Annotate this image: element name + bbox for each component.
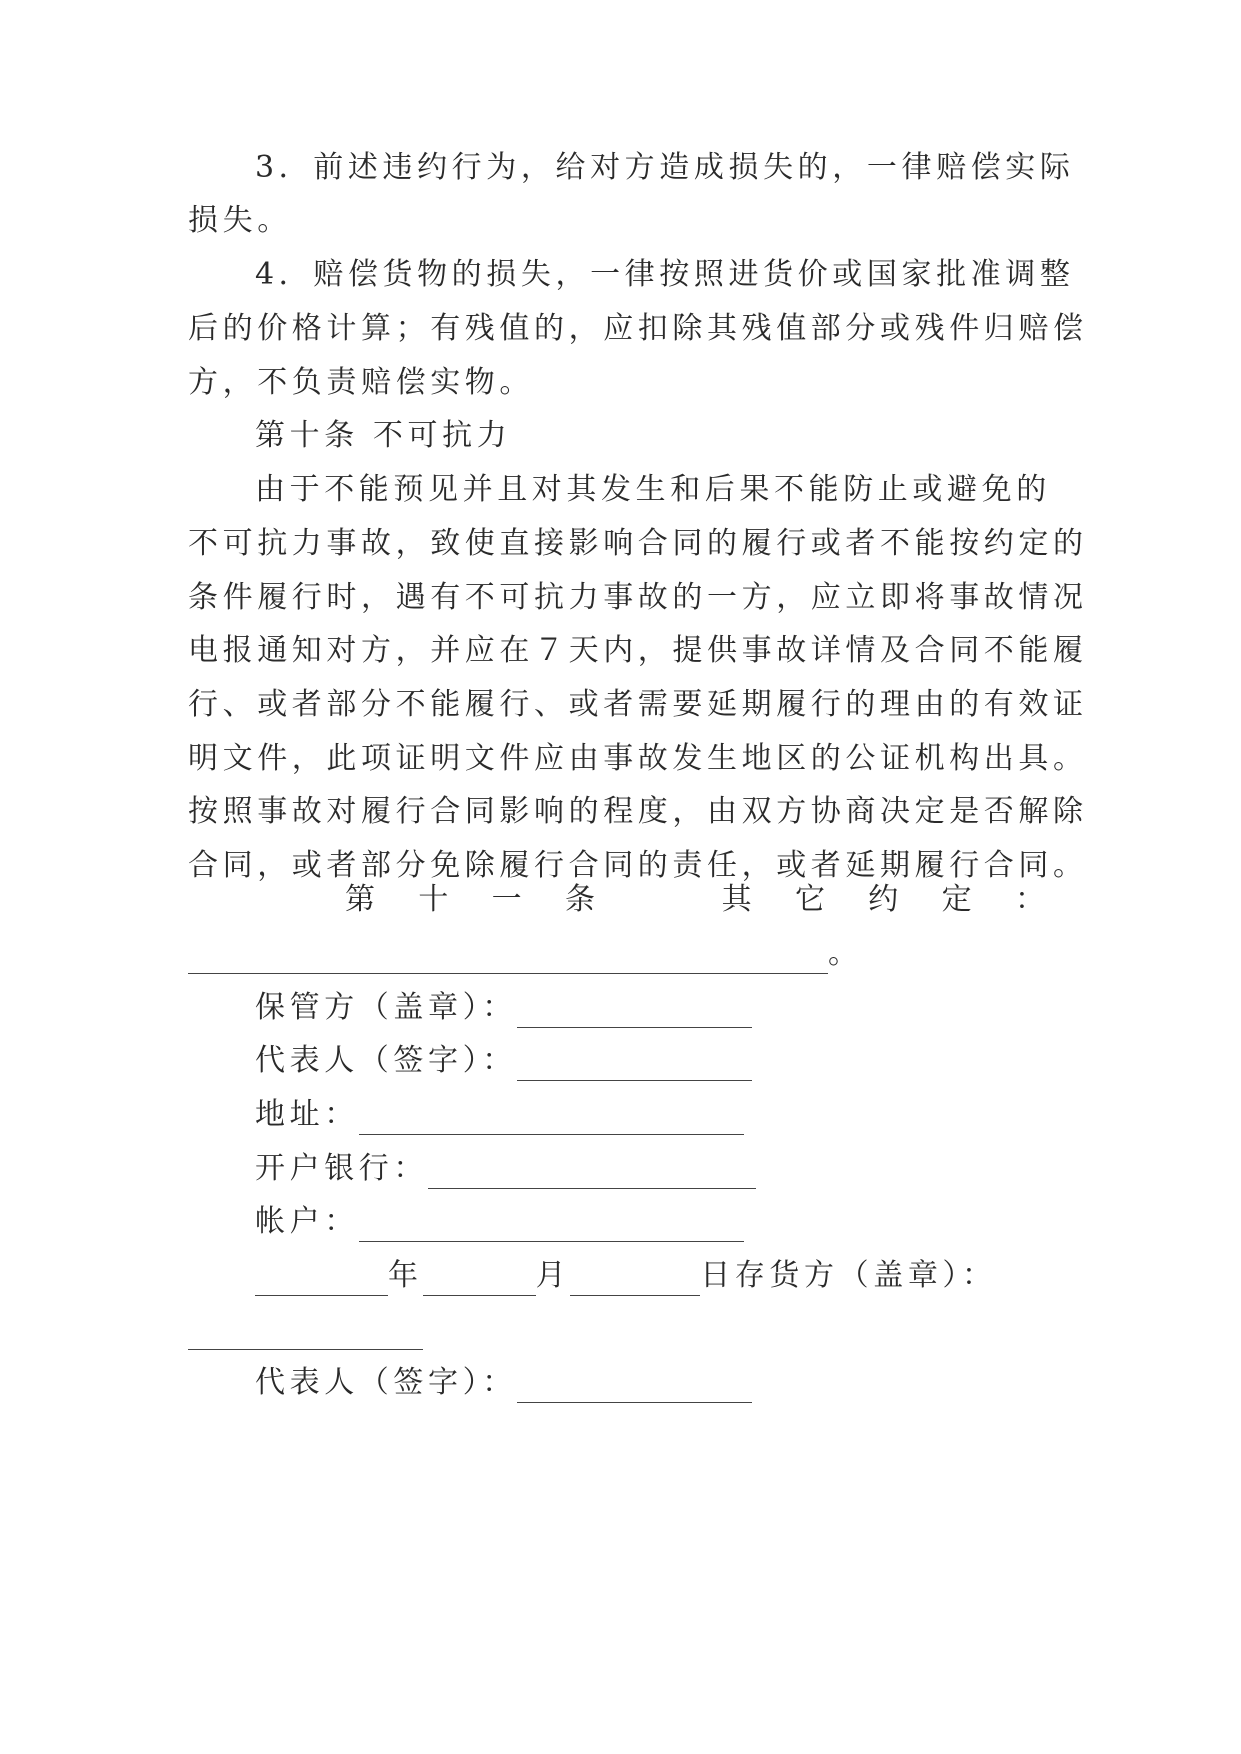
paragraph-line: 方，不负责赔偿实物。: [188, 365, 534, 400]
address-blank[interactable]: [359, 1104, 744, 1135]
paragraph-line: 明文件，此项证明文件应由事故发生地区的公证机构出具。: [188, 741, 1088, 776]
paragraph-line: 后的价格计算；有残值的，应扣除其残值部分或残件归赔偿: [188, 311, 1088, 346]
year-blank[interactable]: [255, 1265, 388, 1296]
article-11-char: 其: [721, 882, 752, 917]
article-10-title: 第十条 不可抗力: [255, 418, 512, 453]
paragraph-line: 电报通知对方，并应在７天内，提供事故详情及合同不能履: [188, 633, 1088, 668]
year-label: 年: [388, 1258, 423, 1293]
article-11-char: 定: [941, 882, 972, 917]
paragraph-line: 3．前述违约行为，给对方造成损失的，一律赔偿实际: [255, 150, 1075, 185]
month-blank[interactable]: [423, 1265, 536, 1296]
depositor-seal-blank[interactable]: [188, 1319, 423, 1350]
article-11-char: ：: [1014, 882, 1045, 917]
paragraph-line: 由于不能预见并且对其发生和后果不能防止或避免的: [255, 472, 1051, 507]
paragraph-line: 不可抗力事故，致使直接影响合同的履行或者不能按约定的: [188, 526, 1088, 561]
representative-sign-field: [255, 1041, 752, 1081]
depositor-seal-line: [188, 1310, 423, 1350]
article-11-char: 它: [794, 882, 825, 917]
field-label: 代表人（签字）：: [255, 1043, 517, 1078]
custodian-seal-field: [255, 988, 752, 1028]
field-label: 代表人（签字）：: [255, 1365, 517, 1400]
article-11-char: 条: [564, 882, 595, 917]
paragraph-line: 按照事故对履行合同影响的程度，由双方协商决定是否解除: [188, 794, 1088, 829]
date-seal-line: [255, 1256, 997, 1296]
bank-blank[interactable]: [428, 1158, 756, 1189]
account-blank[interactable]: [359, 1211, 744, 1242]
article-11-title: [345, 880, 1045, 920]
paragraph-line: 4．赔偿货物的损失，一律按照进货价或国家批准调整: [255, 257, 1075, 292]
representative-sign-blank-2[interactable]: [517, 1372, 752, 1403]
paragraph-line: 条件履行时，遇有不可抗力事故的一方，应立即将事故情况: [188, 580, 1088, 615]
depositor-seal-label: 日存货方（盖章）：: [700, 1258, 997, 1293]
paragraph-line: 损失。: [188, 203, 292, 238]
article-11-char: 约: [868, 882, 899, 917]
month-label: 月: [535, 1258, 571, 1293]
field-label: 帐户：: [255, 1204, 359, 1239]
representative-sign-field-2: [255, 1363, 752, 1403]
other-terms-blank[interactable]: [188, 943, 828, 974]
address-field: [255, 1095, 744, 1135]
field-label: 地址：: [255, 1097, 359, 1132]
end-mark: 。: [828, 936, 863, 971]
article-11-char: 十: [418, 882, 449, 917]
day-blank[interactable]: [570, 1265, 700, 1296]
field-label: 保管方（盖章）：: [255, 990, 517, 1025]
field-label: 开户银行：: [255, 1151, 428, 1186]
custodian-seal-blank[interactable]: [517, 997, 752, 1028]
article-11-char: 一: [491, 882, 522, 917]
other-terms-line: [188, 934, 863, 974]
account-field: [255, 1202, 744, 1242]
representative-sign-blank[interactable]: [517, 1050, 752, 1081]
paragraph-line: 行、或者部分不能履行、或者需要延期履行的理由的有效证: [188, 687, 1088, 722]
bank-field: [255, 1149, 756, 1189]
paragraph-line: 合同，或者部分免除履行合同的责任，或者延期履行合同。: [188, 848, 1088, 883]
article-11-char: 第: [345, 882, 375, 917]
